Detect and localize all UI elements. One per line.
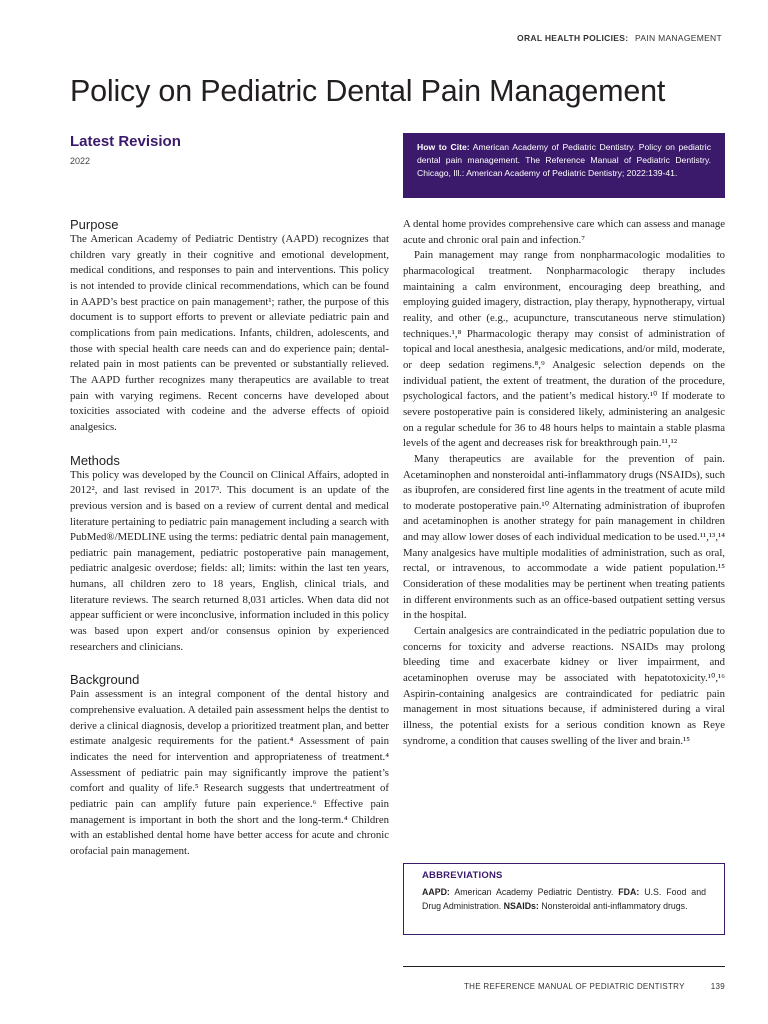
- methods-paragraph: This policy was developed by the Council on Clinical Affairs, adopted in 2012², and last revised in 2017³. This document is an update of the previous version and is based on a review of current dental and medical literature pertaining to pediatric pain management including a search with PubMed®/MEDLINE using the terms: pediatric dental pain management, pediatric pain management, pediatric postoperative pain management, pediatric analgesic overdose; fields: all; limits: within the last ten years, humans, all children zero to 18 years, English, clinical trials, and literature reviews. The search returned 8,031 articles. When data did not appear sufficient or were inconclusive, information included in this policy was based upon expert and/or consensus opinion by experienced researchers and clinicians.: [70, 468, 389, 653]
- purpose-paragraph: The American Academy of Pediatric Dentistry (AAPD) recognizes that children vary greatly in their cognitive and emotional development, medical conditions, and responses to pain and interventions. This policy is not intended to provide clinical recommendations, which can be found in AAPD’s best practice on pain management¹; rather, the purpose of this document is to support efforts to prevent or alleviate pediatric pain and complications from pain medications. Infants, children, adolescents, and those with special health care needs can and do experience pain; dental-related pain in most patients can be prevented or substantially relieved. The AAPD further recognizes many therapeutics are available to treat pain with varying regimens. Recent concerns have developed about toxicities associated with codeine and the adverse effects of opioid analgesics.: [70, 233, 389, 433]
- footer-rule: [403, 966, 725, 967]
- abbr-nsaid-def: Nonsteroidal anti-inflammatory drugs.: [541, 901, 688, 911]
- page-footer: [403, 982, 725, 991]
- abbreviations-title: ABBREVIATIONS: [422, 870, 503, 881]
- cite-label: How to Cite:: [417, 142, 470, 152]
- cite-text: American Academy of Pediatric Dentistry. Policy on pediatric dental pain management. The Reference Manual of Pediatric Dentistry. Chicago, Ill.: American Academy of Pediatric Dentistry; 2022:139-41.: [417, 142, 711, 178]
- abbr-fda-def: U.S. Food and Drug Administration.: [422, 887, 706, 911]
- page-number: 139: [710, 982, 725, 991]
- methods-heading: Methods: [70, 452, 120, 468]
- background-heading: Background: [70, 672, 140, 688]
- abbr-aapd-def: American Academy Pediatric Dentistry.: [454, 887, 614, 897]
- how-to-cite-box: [403, 133, 725, 198]
- running-head-category: ORAL HEALTH POLICIES:: [517, 33, 629, 43]
- abbreviations-box: [403, 863, 725, 935]
- abbr-nsaid-term: NSAIDs:: [503, 901, 539, 911]
- revision-year: 2022: [70, 156, 91, 166]
- contraindications-paragraph: Certain analgesics are contraindicated in the pediatric population due to concerns for toxicity and adverse reactions. NSAIDs may prolong bleeding time and exacerbate kidney or liver impairment, and acetaminophen overuse may be associated with hepatotoxicity.¹⁰,¹⁶ Aspirin-containing analgesics are contraindicated for pediatric pain management in most situations because, if administered during a viral illness, the potential exists for a serious condition known as Reye syndrome, a condition that causes swelling of the liver and brain.¹⁵: [403, 625, 725, 747]
- right-column: [403, 217, 725, 749]
- purpose-heading: Purpose: [70, 217, 119, 232]
- revision-heading: Latest Revision: [70, 133, 181, 150]
- footer-publication: THE REFERENCE MANUAL OF PEDIATRIC DENTISTRY: [463, 982, 685, 991]
- therapeutics-paragraph: Many therapeutics are available for the prevention of pain. Acetaminophen and nonsteroidal anti-inflammatory drugs (NSAIDs), such as ibuprofen, are considered first line agents in the treatment of acute mild to moderate postoperative pain.¹⁰ Alternating administration of ibuprofen and acetaminophen is another strategy for pain management in children and may allow lower doses of each individual medication to be used.¹¹,¹³,¹⁴ Many analgesics have multiple modalities of administration, such as oral, rectal, or intravenous, to accommodate a wide patient population.¹⁵ Consideration of these modalities may be pertinent when treating patients in different environments such as an office-based outpatient setting versus in the hospital.: [403, 452, 725, 622]
- pain-management-paragraph: Pain management may range from nonpharmacologic modalities to pharmacological treatment. Nonpharmacologic therapy includes maintaining a calm environment, encouraging deep breathing, and employing guided imagery, distraction, play therapy, hypnotherapy, virtual reality, and other (e.g., acupuncture, transcutaneous nerve stimulation) techniques.¹,⁸ Pharmacologic therapy may consist of administration of topical and local anesthesia, analgesic medications, and/or mild, moderate, or deep sedation regimens.⁸,⁹ Analgesic selection depends on the individual patient, the extent of treatment, the duration of the procedure, psychological factors, and the patient’s medical history.¹⁰ If moderate to severe postoperative pain is considered likely, administering an analgesic on a regular schedule for 36 to 48 hours helps to maintain a stable plasma levels of the agent and decreases risk for breakthrough pain.¹¹,¹²: [403, 249, 725, 450]
- running-head-section: PAIN MANAGEMENT: [635, 33, 722, 43]
- left-column: [70, 217, 389, 860]
- background-paragraph: Pain assessment is an integral component of the dental history and comprehensive evaluation. A detailed pain assessment helps the dentist to derive a clinical diagnosis, develop a prioritized treatment plan, and better estimate analgesic requirements for the patient.⁴ Assessment of pain indicates the need for intervention and appropriateness of treatment.⁴ Assessment of pediatric pain may significantly improve the patient’s comfort and quality of life.⁵ Research suggests that undertreatment of pediatric pain can amplify future pain experience.⁶ Effective pain management is important in both the short and the long-term.⁴ Children with an established dental home have better access for acute and chronic orofacial pain management.: [70, 688, 389, 857]
- abbr-fda-term: FDA:: [618, 887, 640, 897]
- running-head: [517, 33, 722, 43]
- abbreviations-text: [422, 885, 706, 913]
- page-title: Policy on Pediatric Dental Pain Management: [70, 74, 666, 108]
- dental-home-paragraph: A dental home provides comprehensive care which can assess and manage acute and chronic oral pain and infection.⁷: [403, 218, 725, 246]
- abbr-aapd-term: AAPD:: [422, 887, 450, 897]
